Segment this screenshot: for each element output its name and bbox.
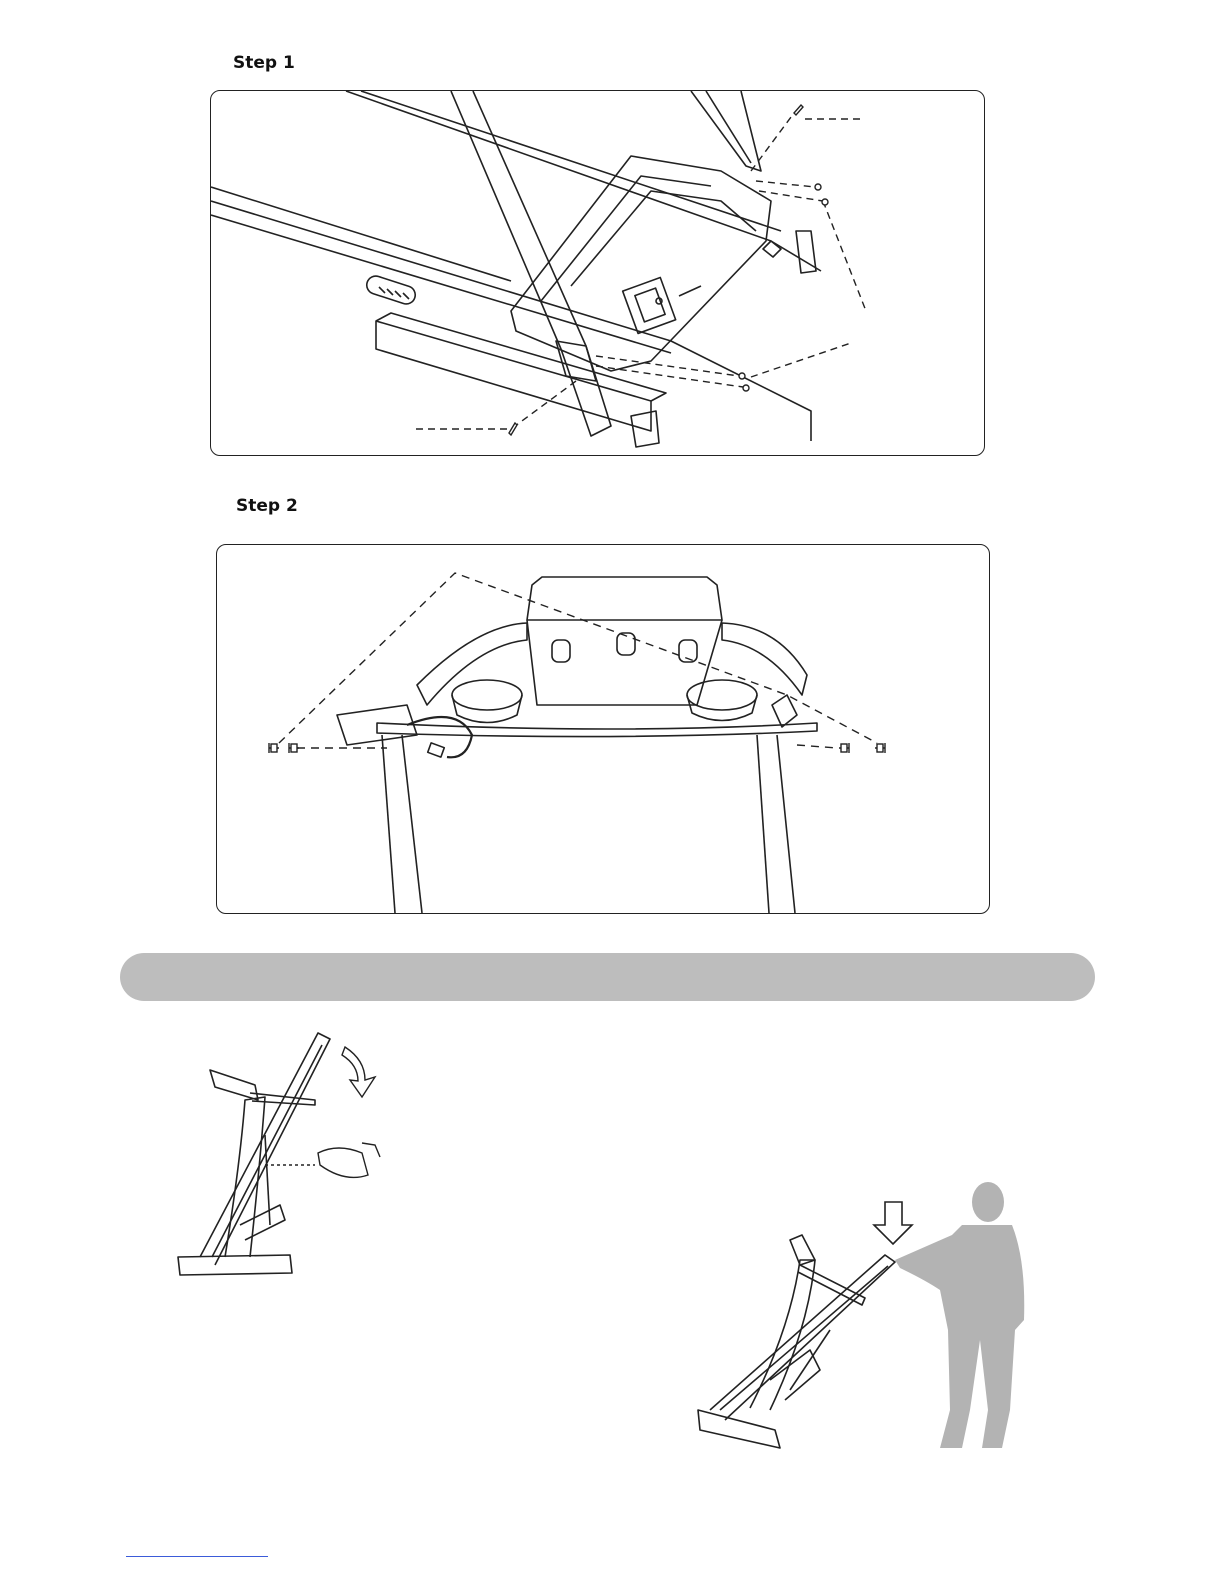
curved-double-arrow-icon	[342, 1047, 375, 1097]
footer-link-underline[interactable]	[126, 1556, 268, 1557]
section-banner	[120, 953, 1095, 1001]
foot-press-icon	[265, 1143, 380, 1177]
step-1-treadmill-drawing	[211, 91, 984, 455]
step-2-console-drawing	[217, 545, 989, 913]
person-silhouette	[895, 1182, 1024, 1448]
moving-illustration	[690, 1180, 1040, 1465]
folding-illustration	[170, 1025, 390, 1280]
step-2-label: Step 2	[236, 496, 298, 516]
step-1-label: Step 1	[233, 53, 295, 73]
down-arrow-icon	[874, 1202, 912, 1244]
step-2-diagram	[216, 544, 990, 914]
step-1-diagram	[210, 90, 985, 456]
